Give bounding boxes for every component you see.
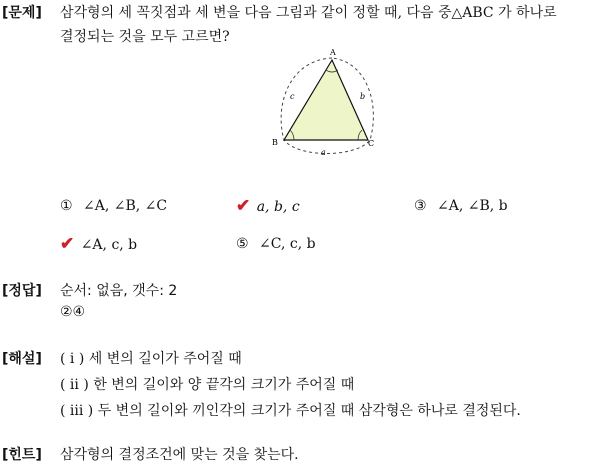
problem-text-line1: 삼각형의 세 꼭짓점과 세 변을 다음 그림과 같이 정할 때, 다음 중△ABC 가 하나로 [60,5,557,21]
option-1-text: ∠A, ∠B, ∠C [83,198,168,214]
explanation-tag: [해설] [2,351,42,367]
problem-text-line2: 결정되는 것을 모두 고르면? [60,29,230,45]
explanation-line-2: ( ii ) 한 변의 길이와 양 끝각의 크기가 주어질 때 [60,377,355,393]
option-5-number: ⑤ [236,236,249,252]
triangle-figure [268,44,388,158]
answer-line1: 순서: 없음, 갯수: 2 [60,283,178,299]
explanation-line-1: ( i ) 세 변의 길이가 주어질 때 [60,351,242,367]
explanation-line-3: ( iii ) 두 변의 길이와 끼인각의 크기가 주어질 때 삼각형은 하나로 결정된다. [60,403,521,419]
vertex-label-b: B [272,138,278,147]
vertex-label-c: C [368,139,375,148]
side-label-b: b [360,92,366,101]
problem-tag: [문제] [2,5,42,21]
option-3-number: ③ [414,198,427,214]
option-4[interactable] [60,234,137,254]
option-2-text: a, b, c [256,199,300,215]
option-3-text: ∠A, ∠B, b [437,198,508,214]
option-4-text: ∠A, c, b [80,237,138,253]
triangle-abc [284,60,368,140]
vertex-label-a: A [330,48,336,57]
answer-line2: ②④ [60,304,86,320]
option-3[interactable] [414,198,508,214]
side-label-a: a [321,148,326,157]
hint-tag: [힌트] [2,447,42,463]
checkmark-icon: ✔ [236,196,251,216]
answer-tag: [정답] [2,283,42,299]
hint-text: 삼각형의 결정조건에 맞는 것을 찾는다. [60,447,299,463]
option-5[interactable] [236,236,316,252]
option-5-text: ∠C, c, b [259,236,316,252]
option-1[interactable] [60,198,167,214]
option-1-number: ① [60,198,73,214]
option-2[interactable] [236,196,300,216]
checkmark-icon: ✔ [60,234,75,254]
side-label-c: c [290,92,295,101]
